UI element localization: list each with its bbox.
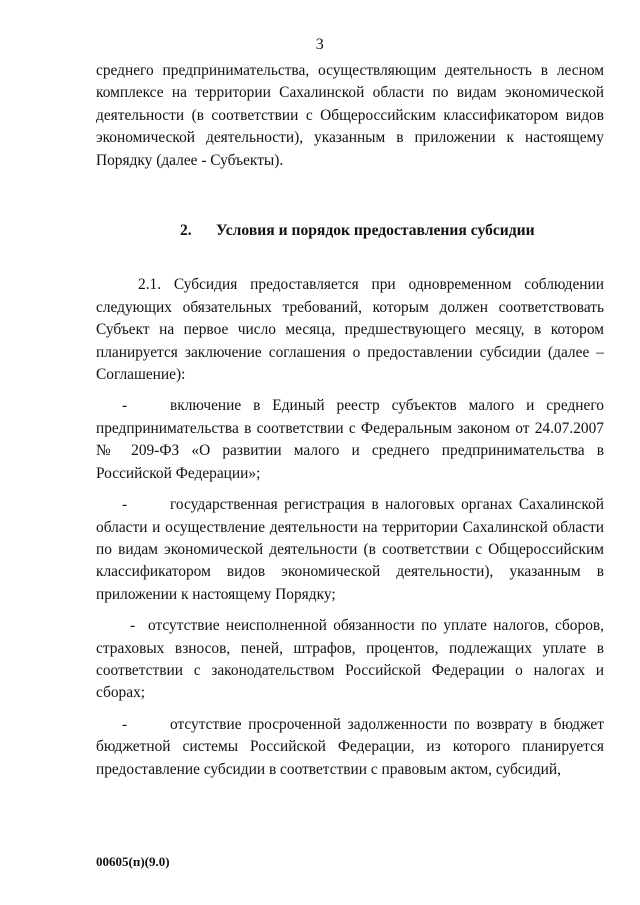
dash-marker: - [122,397,128,415]
footer-document-code: 00605(п)(9.0) [96,854,170,869]
requirement-item [96,615,604,705]
section-heading [96,220,604,242]
intro-paragraph: среднего предпринимательства, осуществляющим деятельность в лесном комплексе на территории Сахалинской области по видам экономической деятельности (в соответствии с Общероссийским классификатором видов экономической деятельности), указанным в приложении к настоящему Порядку (далее - Субъекты). [96,62,604,169]
requirement-item [96,714,604,781]
dash-marker: - [130,617,136,635]
requirement-item [96,395,604,485]
requirement-text: отсутствие просроченной задолженности по возврату в бюджет бюджетной системы Российской Федерации, из которого планируется предоставление субсидии в соответствии с правовым актом, субсидий, [96,715,604,778]
requirement-item [96,494,604,606]
clause-2-1: 2.1. Субсидия предоставляется при одновременном соблюдении следующих обязательных требований, которым должен соответствовать Субъект на первое число месяца, предшествующего месяцу, в котором планируется заключение соглашения о предоставлении субсидии (далее – Соглашение): [96,276,604,384]
section-title: Условия и порядок предоставления субсидии [216,222,535,240]
requirement-text: отсутствие неисполненной обязанности по уплате налогов, сборов, страховых взносов, пеней, штрафов, процентов, подлежащих уплате в соответствии с законодательством Российской Федерации о налогах и сборах; [96,617,604,702]
dash-marker: - [122,496,128,514]
requirement-text: государственная регистрация в налоговых органах Сахалинской области и осуществление деятельности на территории Сахалинской области по видам экономической деятельности (в соответствии с Общероссийским классификатором видов экономической деятельности), указанным в приложении к настоящему Порядку; [96,496,604,603]
page-number: 3 [315,36,325,53]
section-number: 2. [180,222,192,240]
requirement-text: включение в Единый реестр субъектов малого и среднего предпринимательства в соответствии с Федеральным законом от 24.07.2007 № 209-ФЗ «О развитии малого и среднего предпринимательства в Российской Федерации»; [96,397,604,482]
dash-marker: - [122,715,128,733]
document-body [96,60,604,781]
